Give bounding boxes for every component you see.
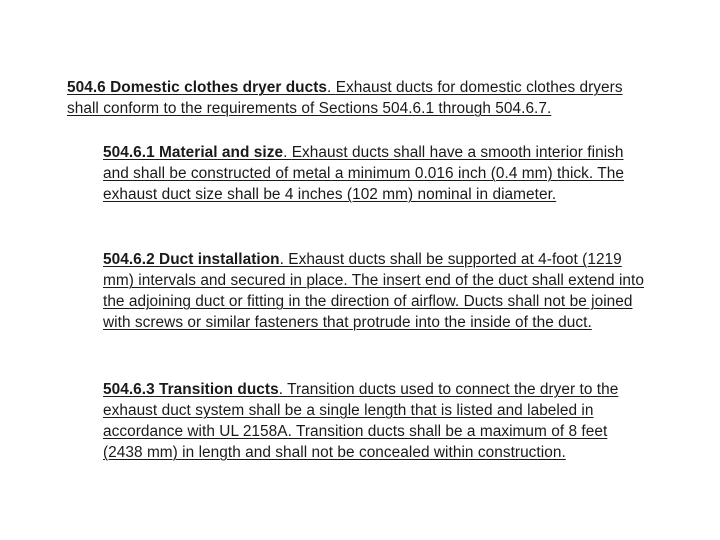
section-code: 504.6.2	[103, 251, 155, 268]
section-code: 504.6	[67, 79, 106, 96]
section-504-6: 504.6 Domestic clothes dryer ducts. Exhaust ducts for domestic clothes dryers shall conform to the requirements of Sections 504.6.1 through 504.6.7.	[67, 79, 623, 117]
section-title: Transition ducts	[159, 381, 279, 398]
section-title: Material and size	[159, 144, 284, 161]
section-504-6-1: 504.6.1 Material and size. Exhaust ducts shall have a smooth interior finish and shall be constructed of metal a minimum 0.016 inch (0.4 mm) thick. The exhaust duct size shall be 4 inches (102 mm) nominal in diameter.	[103, 144, 624, 203]
section-504-6-3: 504.6.3 Transition ducts. Transition ducts used to connect the dryer to the exhaust duct system shall be a single length that is listed and labeled in accordance with UL 2158A. Transition ducts shall be a maximum of 8 feet (2438 mm) in length and shall not be concealed within construction.	[103, 381, 619, 461]
section-body: Exhaust ducts shall be supported at 4-foot (1219 mm) intervals and secured in place. The insert end of the duct shall extend into the adjoining duct or fitting in the direction of airflow. Ducts shall not be joined with screws or similar fasteners that protrude into the inside of the duct.	[103, 251, 644, 331]
section-code: 504.6.1	[103, 144, 155, 161]
section-code: 504.6.3	[103, 381, 155, 398]
section-504-6-2: 504.6.2 Duct installation. Exhaust ducts shall be supported at 4-foot (1219 mm) intervals and secured in place. The insert end of the duct shall extend into the adjoining duct or fitting in the direction of airflow. Ducts shall not be joined with screws or similar fasteners that protrude into the inside of the duct.	[103, 251, 644, 331]
section-title: Domestic clothes dryer ducts	[110, 79, 328, 96]
section-title: Duct installation	[159, 251, 280, 268]
section-body: Exhaust ducts shall have a smooth interior finish and shall be constructed of metal a minimum 0.016 inch (0.4 mm) thick. The exhaust duct size shall be 4 inches (102 mm) nominal in diameter.	[103, 144, 624, 203]
section-body: Exhaust ducts for domestic clothes dryers shall conform to the requirements of Sections 504.6.1 through 504.6.7.	[67, 79, 623, 117]
section-body: Transition ducts used to connect the dryer to the exhaust duct system shall be a single length that is listed and labeled in accordance with UL 2158A. Transition ducts shall be a maximum of 8 feet (2438 mm) in length and shall not be concealed within construction.	[103, 381, 619, 461]
